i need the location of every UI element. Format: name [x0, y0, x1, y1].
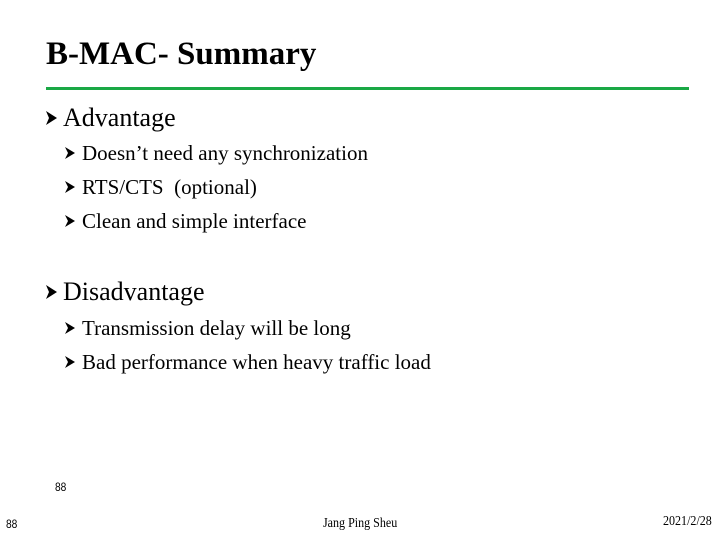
arrow-bullet-icon: [65, 208, 82, 234]
arrow-bullet-icon: [65, 174, 82, 200]
arrow-bullet-icon: [46, 277, 63, 307]
disadvantage-item-text: Transmission delay will be long: [82, 316, 351, 340]
advantage-item-text: RTS/CTS (optional): [82, 175, 257, 199]
advantage-heading: Advantage: [63, 103, 176, 132]
advantage-heading-row: [46, 103, 176, 133]
advantage-item-text: Clean and simple interface: [82, 209, 307, 233]
footer-date: 2021/2/28: [663, 514, 712, 529]
arrow-bullet-icon: [46, 103, 63, 133]
title-underline: [46, 87, 689, 90]
advantage-item-text: Doesn’t need any synchronization: [82, 141, 368, 165]
disadvantage-item-text: Bad performance when heavy traffic load: [82, 350, 431, 374]
advantage-item: [65, 140, 368, 166]
arrow-bullet-icon: [65, 349, 82, 375]
footer-author: Jang Ping Sheu: [323, 516, 398, 531]
disadvantage-item: [65, 349, 431, 375]
disadvantage-heading: Disadvantage: [63, 277, 205, 306]
slide-number-inner: 88: [55, 480, 67, 494]
arrow-bullet-icon: [65, 315, 82, 341]
advantage-item: [65, 208, 307, 234]
disadvantage-item: [65, 315, 351, 341]
disadvantage-heading-row: [46, 277, 205, 307]
advantage-item: [65, 174, 257, 200]
slide-number: 88: [6, 517, 18, 531]
slide-title: B-MAC- Summary: [46, 36, 317, 72]
arrow-bullet-icon: [65, 140, 82, 166]
